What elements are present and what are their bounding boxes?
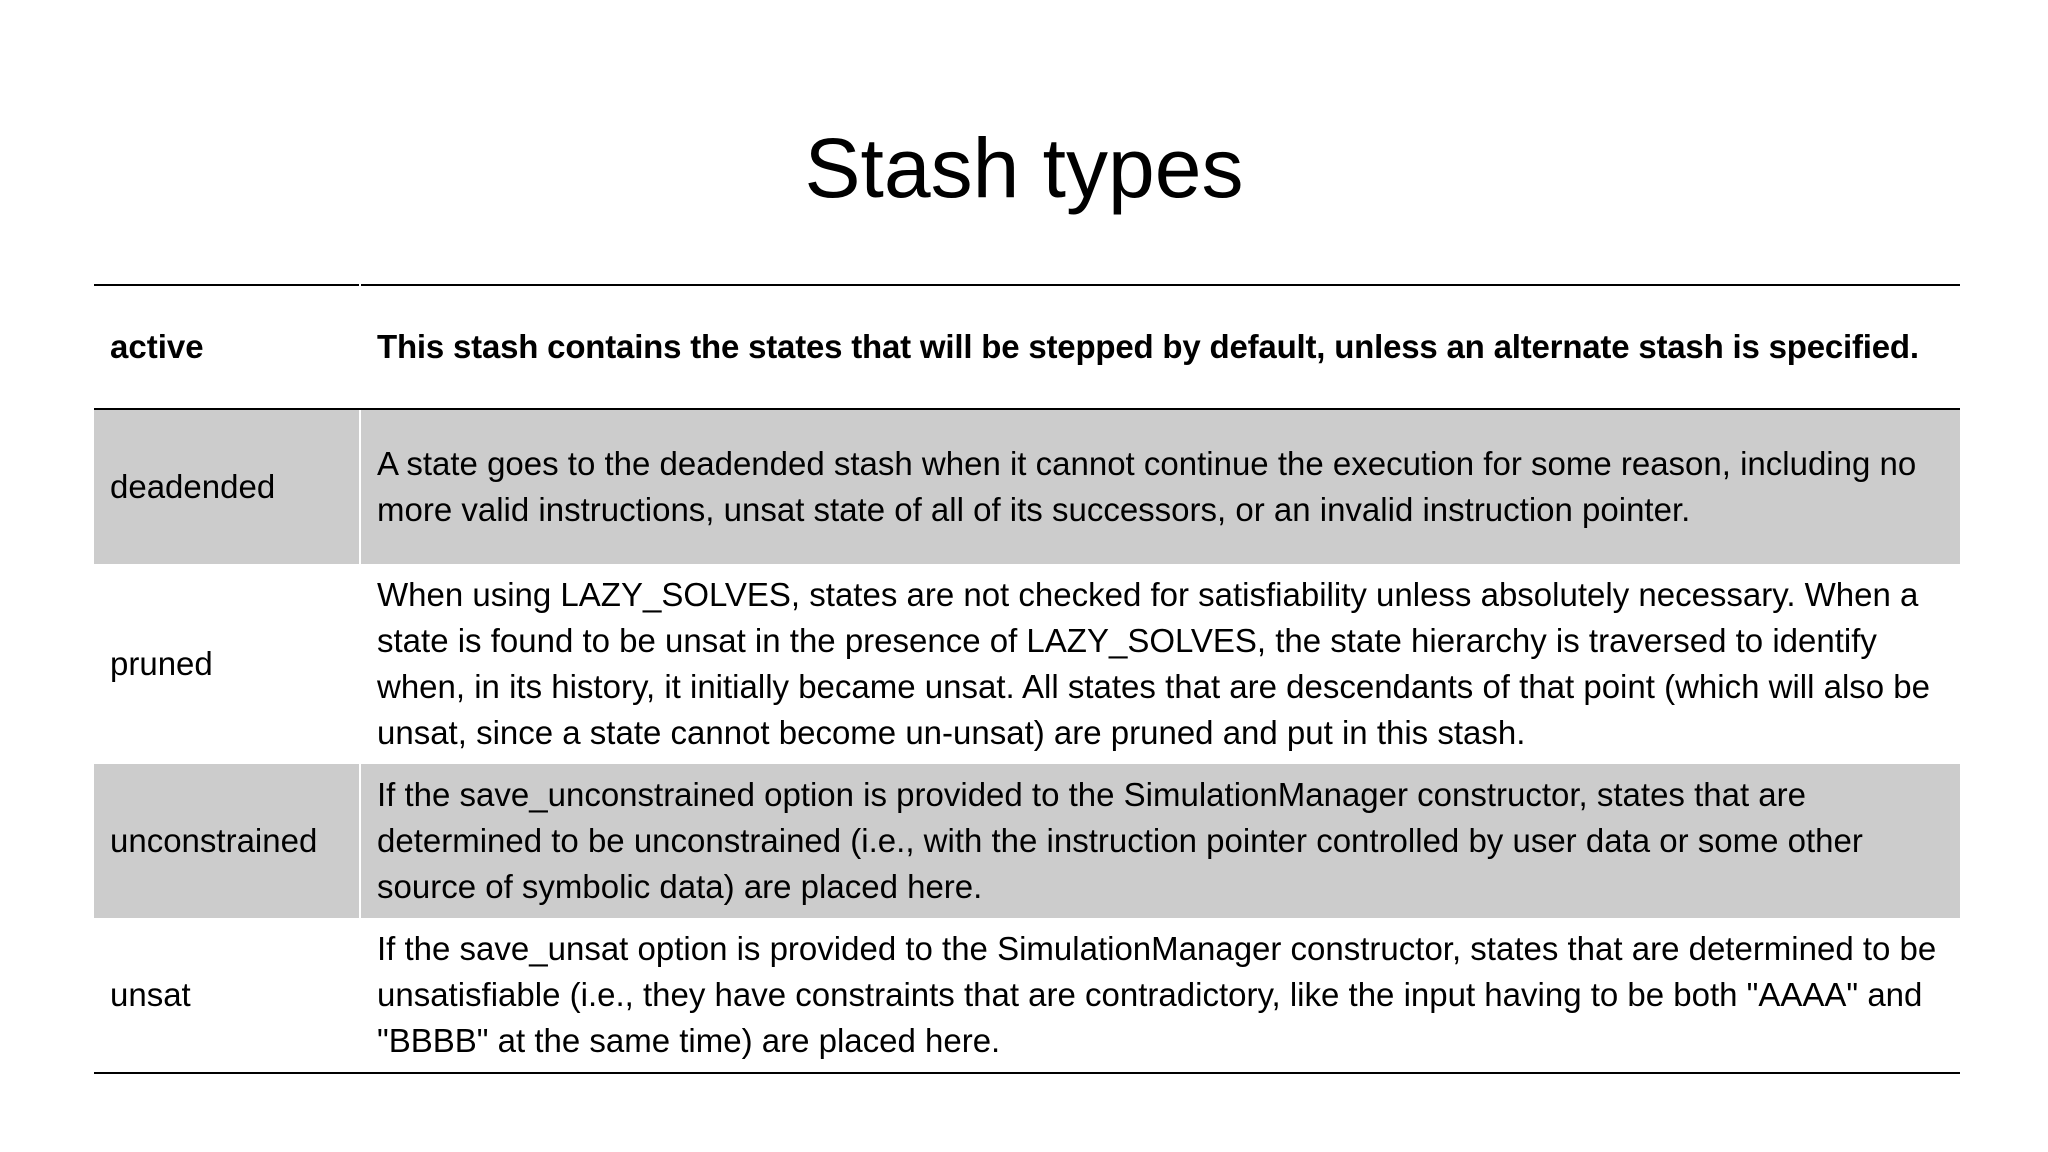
stash-types-table (94, 284, 1960, 1074)
table-row (94, 564, 1960, 764)
stash-description-deadended: A state goes to the deadended stash when it cannot continue the execution for some reason, including no more valid instructions, unsat state of all of its successors, or an invalid instruction pointer. (360, 409, 1960, 564)
slide-title: Stash types (804, 121, 1244, 215)
stash-description-pruned: When using LAZY_SOLVES, states are not checked for satisfiability unless absolutely necessary. When a state is found to be unsat in the presence of LAZY_SOLVES, the state hierarchy is traversed to identify when, in its history, it initially became unsat. All states that are descendants of that point (which will also be unsat, since a state cannot become un-unsat) are pruned and put in this stash. (360, 564, 1960, 764)
stash-name-active: active (94, 285, 360, 409)
table-header-row (94, 285, 1960, 409)
table-row (94, 764, 1960, 918)
table-row (94, 918, 1960, 1073)
stash-name-unconstrained: unconstrained (94, 764, 360, 918)
stash-name-pruned: pruned (94, 564, 360, 764)
stash-description-active: This stash contains the states that will be stepped by default, unless an alternate stash is specified. (360, 285, 1960, 409)
stash-description-unconstrained: If the save_unconstrained option is provided to the SimulationManager constructor, states that are determined to be unconstrained (i.e., with the instruction pointer controlled by user data or some other source of symbolic data) are placed here. (360, 764, 1960, 918)
stash-name-unsat: unsat (94, 918, 360, 1073)
stash-description-unsat: If the save_unsat option is provided to the SimulationManager constructor, states that are determined to be unsatisfiable (i.e., they have constraints that are contradictory, like the input having to be both "AAAA" and "BBBB" at the same time) are placed here. (360, 918, 1960, 1073)
table-row (94, 409, 1960, 564)
stash-name-deadended: deadended (94, 409, 360, 564)
